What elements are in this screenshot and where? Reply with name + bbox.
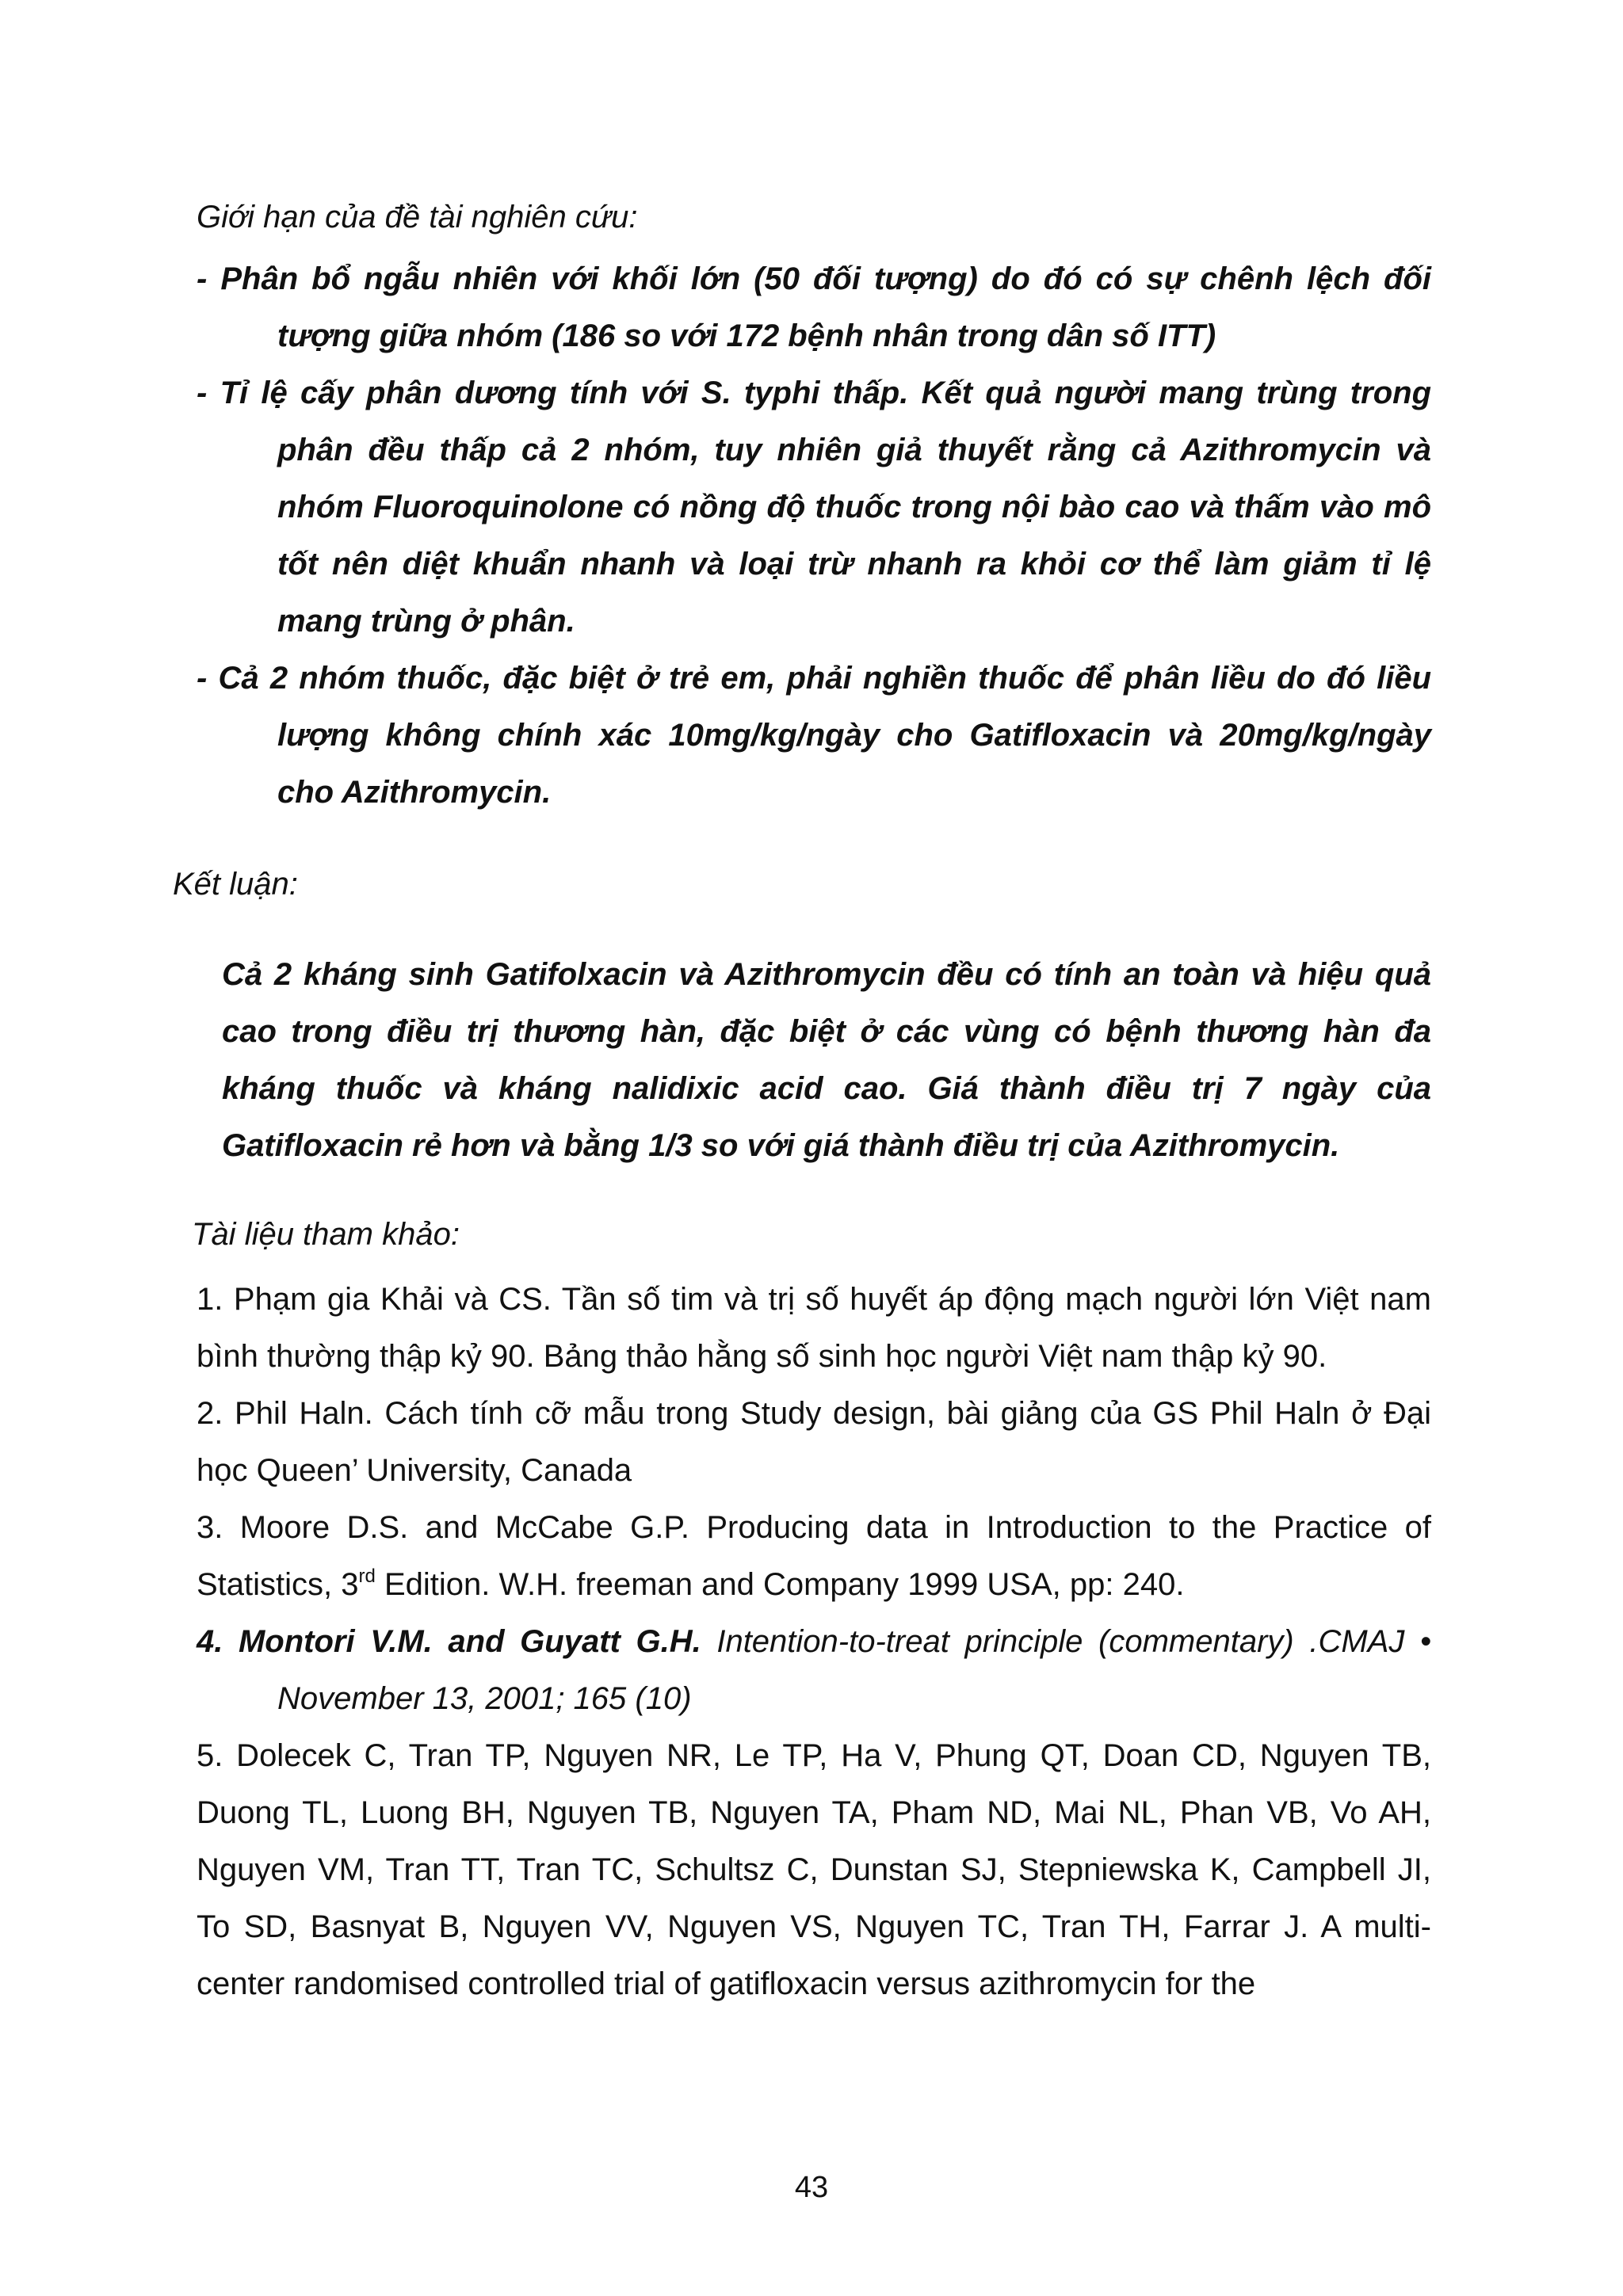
reference-title: Intention-to-treat principle (commentary) .CMAJ • November 13, 2001; 165 (10) xyxy=(277,1624,1432,1716)
reference-item xyxy=(197,1499,1431,1613)
ordinal-superscript: rd xyxy=(358,1566,376,1587)
reference-item: 2. Phil Haln. Cách tính cỡ mẫu trong Study design, bài giảng của GS Phil Haln ở Đại học Queen’ University, Canada xyxy=(197,1396,1431,1488)
limitation-item: - Tỉ lệ cấy phân dương tính với S. typhi thấp. Kết quả người mang trùng trong phân đều thấp cả 2 nhóm, tuy nhiên giả thuyết rằng cả Azithromycin và nhóm Fluoroquinolone có nồng độ thuốc trong nội bào cao và thấm vào mô tốt nên diệt khuẩn nhanh và loại trừ nhanh ra khỏi cơ thể làm giảm tỉ lệ mang trùng ở phân. xyxy=(197,376,1431,639)
limitation-item: - Cả 2 nhóm thuốc, đặc biệt ở trẻ em, phải nghiền thuốc để phân liều do đó liều lượng không chính xác 10mg/kg/ngày cho Gatifloxacin và 20mg/kg/ngày cho Azithromycin. xyxy=(197,661,1431,810)
limitations-list xyxy=(197,250,1431,821)
page-number: 43 xyxy=(794,2171,829,2204)
conclusion-heading: Kết luận: xyxy=(173,867,298,902)
conclusion-text: Cả 2 kháng sinh Gatifolxacin và Azithromycin đều có tính an toàn và hiệu quả cao trong điều trị thương hàn, đặc biệt ở các vùng có bệnh thương hàn đa kháng thuốc và kháng nalidixic acid cao. Giá thành điều trị 7 ngày của Gatifloxacin rẻ hơn và bằng 1/3 so với giá thành điều trị của Azithromycin. xyxy=(222,957,1431,1163)
reference-authors: 4. Montori V.M. and Guyatt G.H. xyxy=(197,1624,701,1659)
limitation-item: - Phân bổ ngẫu nhiên với khối lớn (50 đối tượng) do đó có sự chênh lệch đối tượng giữa nhóm (186 so với 172 bệnh nhân trong dân số ITT) xyxy=(197,261,1431,353)
reference-item: 5. Dolecek C, Tran TP, Nguyen NR, Le TP, Ha V, Phung QT, Doan CD, Nguyen TB, Duong TL, Luong BH, Nguyen TB, Nguyen TA, Pham ND, Mai NL, Phan VB, Vo AH, Nguyen VM, Tran TT, Tran TC, Schultsz C, Dunstan SJ, Stepniewska K, Campbell JI, To SD, Basnyat B, Nguyen VV, Nguyen VS, Nguyen TC, Tran TH, Farrar J. A multi-center randomised controlled trial of gatifloxacin versus azithromycin for the xyxy=(197,1738,1431,2001)
references-heading: Tài liệu tham khảo: xyxy=(192,1217,460,1252)
reference-text: Edition. W.H. freeman and Company 1999 USA, pp: 240. xyxy=(375,1567,1185,1602)
references-list xyxy=(197,1271,1431,2012)
limitations-heading: Giới hạn của đề tài nghiên cứu: xyxy=(197,200,638,235)
reference-text: 3. Moore D.S. and McCabe G.P. Producing data in Introduction to the Practice of Statistics, 3 xyxy=(197,1510,1431,1602)
reference-item xyxy=(197,1613,1431,1727)
reference-item: 1. Phạm gia Khải và CS. Tần số tim và trị số huyết áp động mạch người lớn Việt nam bình thường thập kỷ 90. Bảng thảo hằng số sinh học người Việt nam thập kỷ 90. xyxy=(197,1282,1431,1374)
